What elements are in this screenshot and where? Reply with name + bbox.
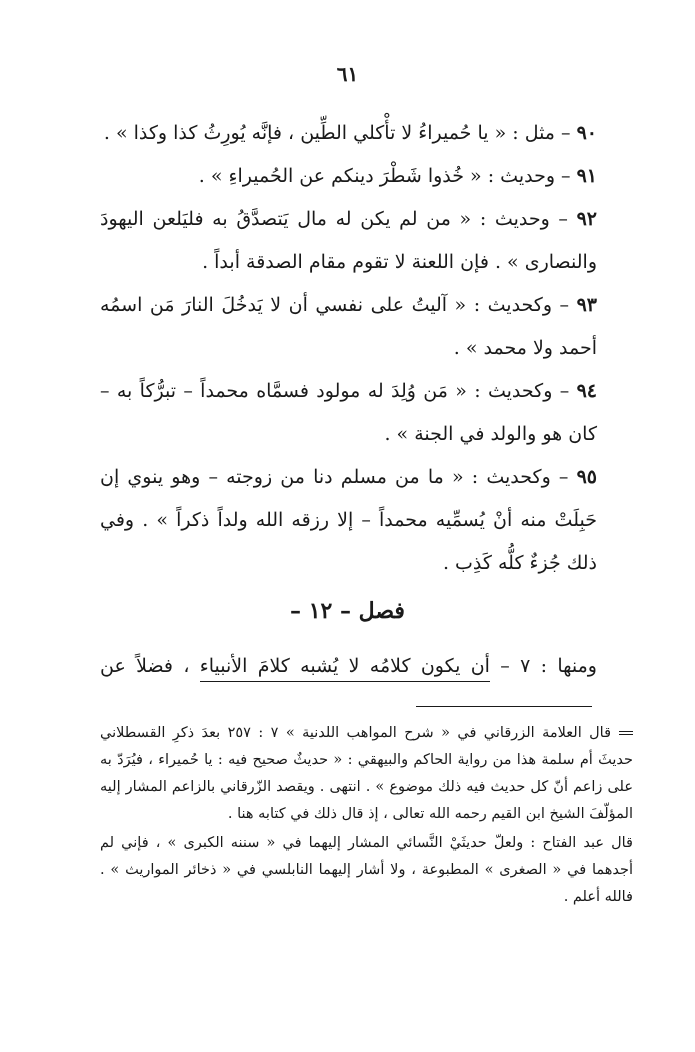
- list-item: [100, 112, 597, 155]
- item-number: ٩١: [576, 165, 597, 187]
- section-heading: فصل – ١٢ –: [290, 598, 405, 624]
- item-number: ٩٥: [576, 466, 597, 488]
- item-number: ٩٣: [576, 294, 597, 316]
- item-number: ٩٤: [576, 380, 597, 402]
- topic-line: [100, 646, 597, 686]
- footnote-text: قال عبد الفتاح : ولعلّ حديثَيْ النَّسائي المشار إليهما في « سننه الكبرى » ، فإني لم أجدهما في « الصغرى » المطبوعة ، ولا أشار إليهما النابلسي في « ذخائر المواريث » . فالله أعلم .: [100, 835, 633, 905]
- list-item: [100, 284, 597, 370]
- item-number: ٩٠: [576, 122, 597, 144]
- item-text: – مثل : « يا حُميراءُ لا تأْكلي الطِّين ، فإنَّه يُورِثُ كذا وكذا » .: [103, 122, 577, 144]
- footnotes: [100, 720, 633, 911]
- list-item: [100, 198, 597, 284]
- item-text: – وحديث : « خُذوا شَطْرَ دينكم عن الحُميراءِ » .: [198, 165, 577, 187]
- list-item: [100, 370, 597, 456]
- footnote-marker-icon: [619, 731, 633, 735]
- item-text: – وكحديث : « ما من مسلم دنا من زوجته – وهو ينوي إن حَبِلَتْ منه أنْ يُسمِّيه محمداً – إلا رزقه الله ولداً ذكراً » . وفي ذلك جُزءٌ كلُّه كَذِب .: [100, 466, 597, 574]
- footnote: [100, 720, 633, 828]
- footnote-text: قال العلامة الزرقاني في « شرح المواهب اللدنية » ٧ : ٢٥٧ بعدَ ذكرِ القسطلاني حديثَ أم سلمة هذا من رواية الحاكم والبيهقي : « حديثٌ صحيح فيه : يا حُميراء ، فيُرَدّ به على زاعم أنّ كل حديث فيه ذلك موضوع » . انتهى . ويقصد الزّرقاني بالزاعم المشار إليه المؤلّفَ الشيخ ابن القيم رحمه الله تعالى ، إذ قال ذلك في كتابه هنا .: [100, 725, 633, 822]
- hadith-list: [100, 112, 597, 585]
- topic-suffix: ، فضلاً عن: [100, 655, 200, 677]
- item-text: – وحديث : « من لم يكن له مال يَتصدَّقُ به فليَلعن اليهودَ والنصارى » . فإن اللعنة لا تقوم مقام الصدقة أبداً .: [100, 208, 597, 273]
- list-item: [100, 155, 597, 198]
- footnote-divider: [416, 706, 592, 707]
- topic-underlined-text: أن يكون كلامُه لا يُشبه كلامَ الأنبياء: [200, 655, 490, 682]
- page-number: ٦١: [336, 62, 359, 86]
- item-text: – وكحديث : « آليتُ على نفسي أن لا يَدخُلَ النارَ مَن اسمُه أحمد ولا محمد » .: [100, 294, 597, 359]
- topic-prefix: ومنها : ٧ –: [489, 655, 597, 677]
- list-item: [100, 456, 597, 585]
- item-number: ٩٢: [576, 208, 597, 230]
- item-text: – وكحديث : « مَن وُلِدَ له مولود فسمَّاه محمداً – تبرُّكاً به – كان هو والولد في الجنة » .: [100, 380, 597, 445]
- footnote: [100, 830, 633, 911]
